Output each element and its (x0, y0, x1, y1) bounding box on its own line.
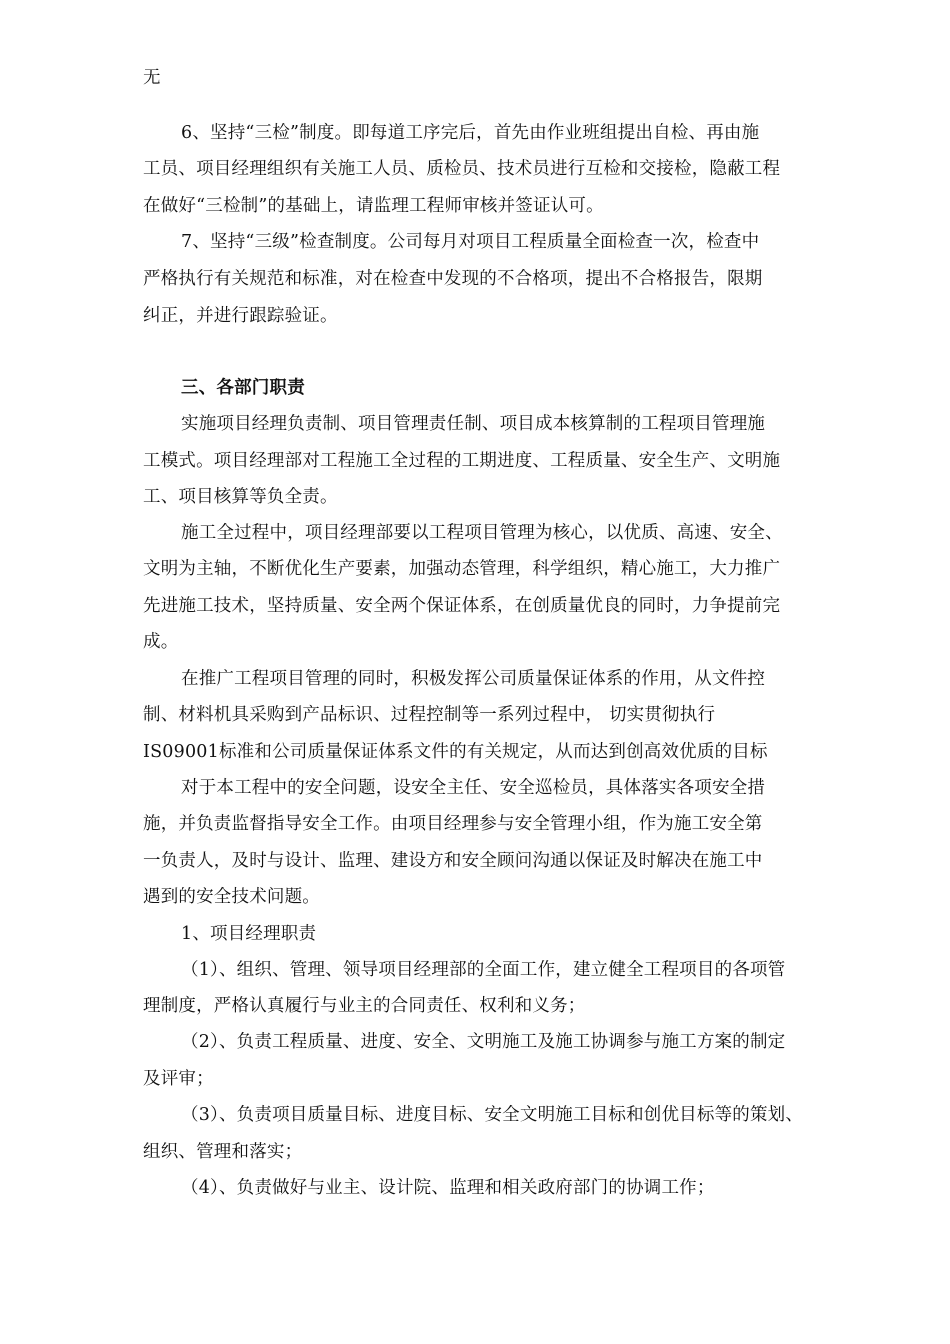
text-line: 遇到的安全技术问题。 (143, 887, 320, 907)
subheading: 1、项目经理职责 (181, 924, 317, 944)
text-line: 工、项目核算等负全责。 (143, 487, 338, 507)
list-item: （1）、组织、管理、领导项目经理部的全面工作，建立健全工程项目的各项管 (181, 960, 786, 980)
section-heading: 三、各部门职责 (181, 378, 305, 398)
text-line: 一负责人，及时与设计、监理、建设方和安全顾问沟通以保证及时解决在施工中 (143, 851, 763, 871)
text-line: 在做好“三检制”的基础上，请监理工程师审核并签证认可。 (143, 196, 604, 216)
list-item: （4）、负责做好与业主、设计院、监理和相关政府部门的协调工作； (181, 1178, 715, 1198)
list-item: （2）、负责工程质量、进度、安全、文明施工及施工协调参与施工方案的制定 (181, 1032, 786, 1052)
text-line: IS09001标准和公司质量保证体系文件的有关规定，从而达到创高效优质的目标 (143, 742, 768, 762)
text-line: 在推广工程项目管理的同时，积极发挥公司质量保证体系的作用，从文件控 (181, 669, 766, 689)
text-line: 对于本工程中的安全问题，设安全主任、安全巡检员，具体落实各项安全措 (181, 778, 766, 798)
text-line: 7、坚持“三级”检查制度。公司每月对项目工程质量全面检查一次，检查中 (181, 232, 760, 252)
text-line: 纠正，并进行跟踪验证。 (143, 306, 338, 326)
text-line: 严格执行有关规范和标准，对在检查中发现的不合格项，提出不合格报告，限期 (143, 269, 763, 289)
list-item: （3）、负责项目质量目标、进度目标、安全文明施工目标和创优目标等的策划、 (181, 1105, 804, 1125)
text-line: 工模式。项目经理部对工程施工全过程的工期进度、工程质量、安全生产、文明施 (143, 451, 781, 471)
text-line: 工员、项目经理组织有关施工人员、质检员、技术员进行互检和交接检，隐蔽工程 (143, 159, 781, 179)
text-line: 无 (143, 68, 161, 88)
text-line: 6、坚持“三检”制度。即每道工序完后，首先由作业班组提出自检、再由施 (181, 123, 760, 143)
text-line: 施，并负责监督指导安全工作。由项目经理参与安全管理小组，作为施工安全第 (143, 814, 763, 834)
text-line: 制、材料机具采购到产品标识、过程控制等一系列过程中， 切实贯彻执行 (143, 705, 716, 725)
text-line: 及评审； (143, 1069, 214, 1089)
text-line: 施工全过程中，项目经理部要以工程项目管理为核心，以优质、高速、安全、 (181, 523, 783, 543)
text-line: 实施项目经理负责制、项目管理责任制、项目成本核算制的工程项目管理施 (181, 414, 766, 434)
text-line: 成。 (143, 632, 179, 652)
text-line: 理制度，严格认真履行与业主的合同责任、权利和义务； (143, 996, 586, 1016)
text-line: 文明为主轴，不断优化生产要素，加强动态管理，科学组织，精心施工，大力推广 (143, 559, 781, 579)
text-line: 先进施工技术，坚持质量、安全两个保证体系，在创质量优良的同时，力争提前完 (143, 596, 781, 616)
text-line: 组织、管理和落实； (143, 1142, 303, 1162)
